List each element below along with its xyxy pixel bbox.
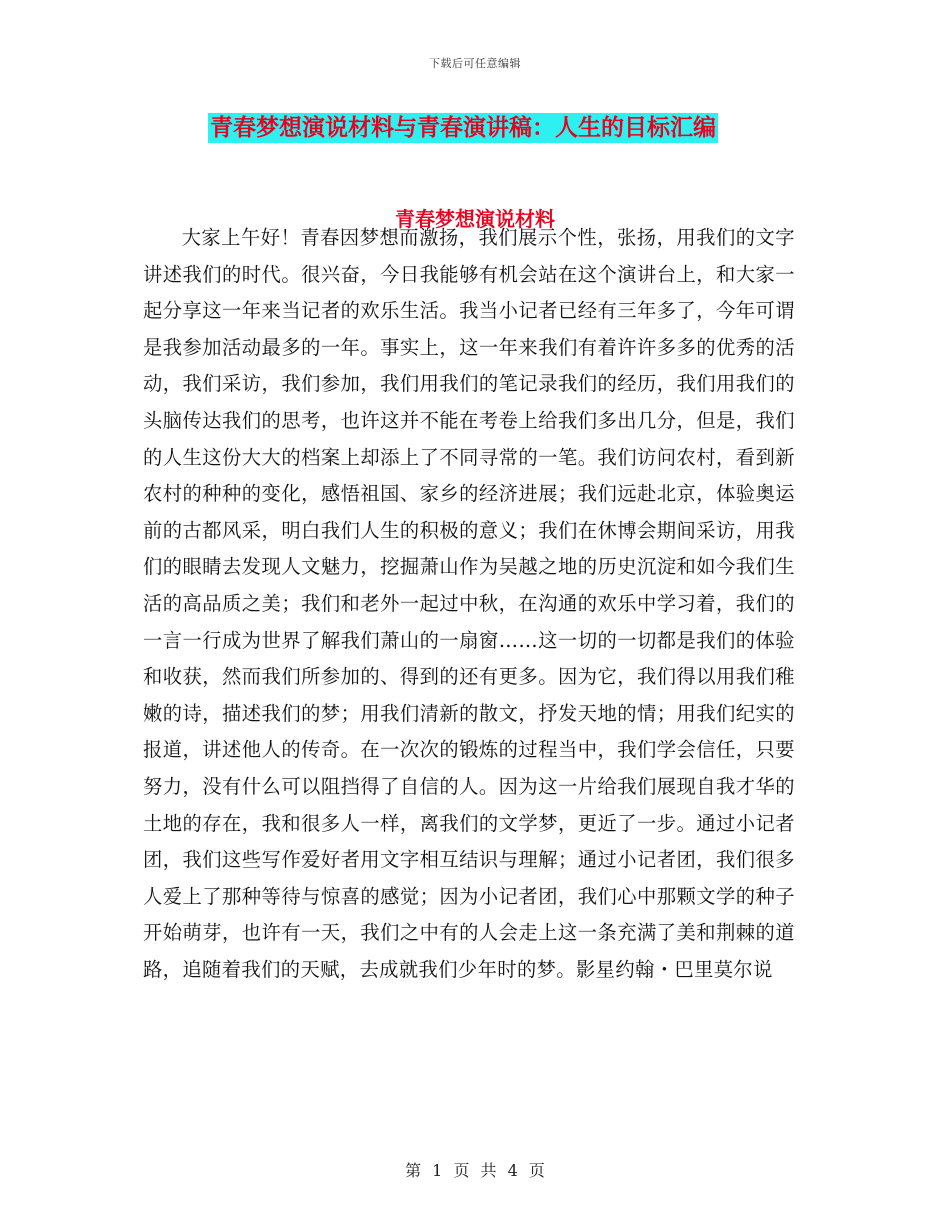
section-title: 青春梦想演说材料 <box>395 207 555 231</box>
body-text-area <box>130 220 810 1125</box>
page-footer: 第 1 页 共 4 页 <box>405 1161 545 1180</box>
document-title: 青春梦想演说材料与青春演讲稿：人生的目标汇编 <box>210 114 716 141</box>
body-paragraph: 大家上午好！青春因梦想而激扬，我们展示个性，张扬，用我们的文字讲述我们的时代。很兴奋，今日我能够有机会站在这个演讲台上，和大家一起分享这一年来当记者的欢乐生活。我当小记者已经有三年多了，今年可谓是我参加活动最多的一年。事实上，这一年来我们有着许许多多的优秀的活动，我们采访，我们参加，我们用我们的笔记录我们的经历，我们用我们的头脑传达我们的思考，也许这并不能在考卷上给我们多出几分，但是，我们的人生这份大大的档案上却添上了不同寻常的一笔。我们访问农村，看到新农村的种种的变化，感悟祖国、家乡的经济进展；我们远赴北京，体验奥运前的古都风采，明白我们人生的积极的意义；我们在休博会期间采访，用我们的眼睛去发现人文魅力，挖掘萧山作为吴越之地的历史沉淀和如今我们生活的高品质之美；我们和老外一起过中秋，在沟通的欢乐中学习着，我们的一言一行成为世界了解我们萧山的一扇窗……这一切的一切都是我们的体验和收获，然而我们所参加的、得到的还有更多。因为它，我们得以用我们稚嫩的诗，描述我们的梦；用我们清新的散文，抒发天地的情；用我们纪实的报道，讲述他人的传奇。在一次次的锻炼的过程当中，我们学会信任，只要努力，没有什么可以阻挡得了自信的人。因为这一片给我们展现自我才华的土地的存在，我和很多人一样，离我们的文学梦，更近了一步。通过小记者团，我们这些写作爱好者用文字相互结识与理解；通过小记者团，我们很多人爱上了那种等待与惊喜的感觉；因为小记者团，我们心中那颗文学的种子开始萌芽，也许有一天，我们之中有的人会走上这一条充满了美和荆棘的道路，追随着我们的天赋，去成就我们少年时的梦。影星约翰・巴里莫尔说 <box>143 226 795 981</box>
page-header-note: 下载后可任意编辑 <box>429 57 521 70</box>
